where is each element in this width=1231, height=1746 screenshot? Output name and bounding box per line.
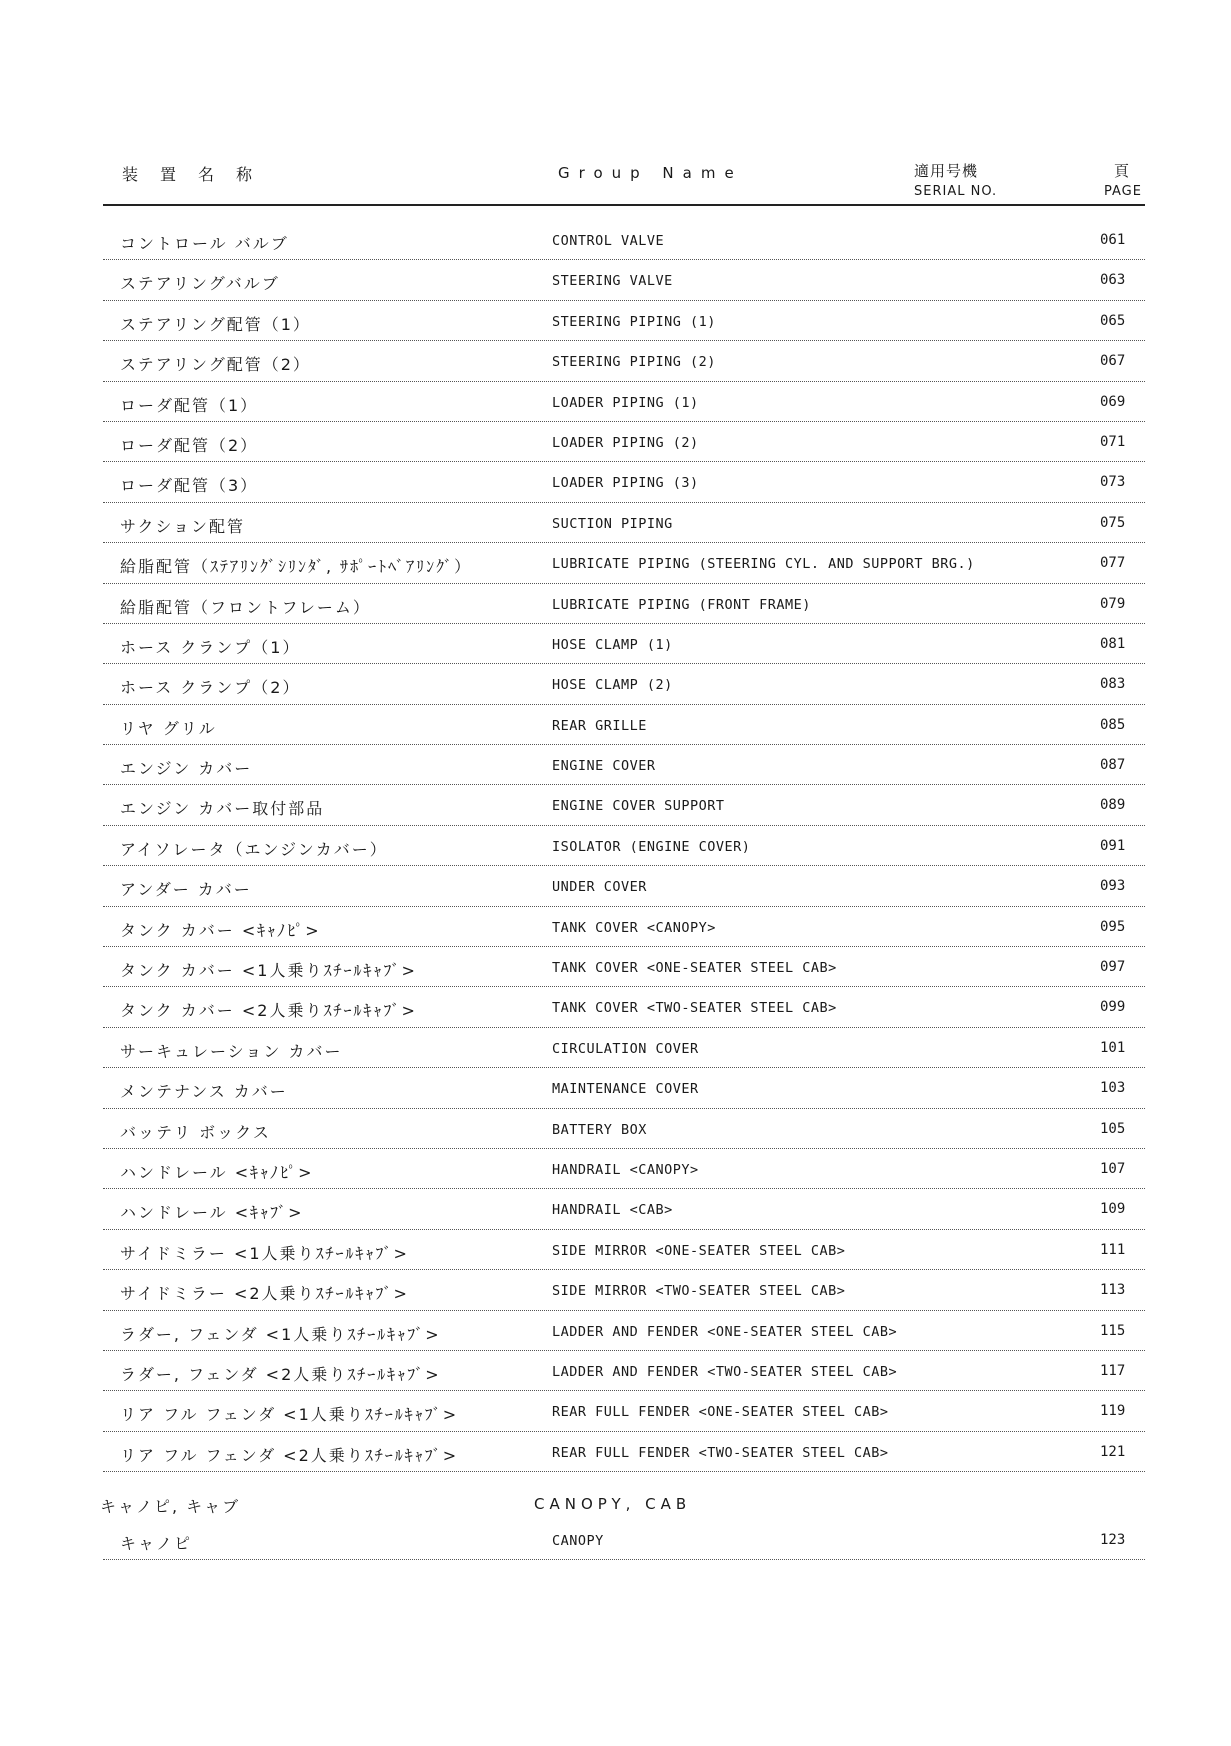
dotted-leader — [103, 1027, 1145, 1028]
item-name-en: ENGINE COVER SUPPORT — [552, 798, 725, 815]
item-name-en: MAINTENANCE COVER — [552, 1081, 699, 1098]
item-name-jp: アイソレータ（エンジンカバー） — [120, 839, 388, 859]
dotted-leader — [103, 461, 1145, 462]
column-header-serial-jp: 適用号機 — [914, 162, 979, 180]
item-page-number: 101 — [1100, 1039, 1126, 1056]
list-item — [0, 1111, 1231, 1151]
column-header-group-name: Group Name — [558, 164, 743, 182]
item-page-number: 079 — [1100, 595, 1126, 612]
item-page-number: 109 — [1100, 1201, 1126, 1218]
list-item — [0, 626, 1231, 666]
item-page-number: 073 — [1100, 474, 1126, 491]
item-name-en: STEERING PIPING (1) — [552, 313, 716, 330]
section-title-jp: キャノピ, キャブ — [100, 1497, 241, 1516]
dotted-leader — [103, 865, 1145, 866]
dotted-leader — [103, 1431, 1145, 1432]
item-name-jp: サイドミラー <2人乗りｽﾁｰﾙｷｬﾌﾞ> — [120, 1284, 409, 1304]
item-page-number: 115 — [1100, 1322, 1126, 1339]
item-name-jp: ホース クランプ（1） — [120, 637, 301, 657]
item-name-jp: ローダ配管（3） — [120, 476, 259, 496]
list-item — [0, 1393, 1231, 1433]
section-title-en: CANOPY, CAB — [534, 1495, 692, 1513]
list-item — [0, 424, 1231, 464]
item-name-jp: ステアリング配管（1） — [120, 314, 311, 334]
item-name-en: LOADER PIPING (2) — [552, 434, 699, 451]
item-name-jp: リア フル フェンダ <2人乗りｽﾁｰﾙｷｬﾌﾞ> — [120, 1445, 459, 1465]
dotted-leader — [103, 1471, 1145, 1472]
item-name-jp: バッテリ ボックス — [120, 1122, 271, 1142]
item-page-number: 061 — [1100, 232, 1126, 248]
item-page-number: 119 — [1100, 1403, 1126, 1420]
item-name-en: REAR FULL FENDER <ONE-SEATER STEEL CAB> — [552, 1404, 889, 1421]
item-name-jp: キャノピ — [120, 1534, 193, 1553]
item-name-jp: コントロール バルブ — [120, 234, 289, 253]
dotted-leader — [103, 381, 1145, 382]
item-page-number: 105 — [1100, 1120, 1126, 1137]
dotted-leader — [103, 421, 1145, 422]
list-item — [0, 909, 1231, 949]
item-name-jp: タンク カバー <ｷｬﾉﾋﾟ> — [120, 920, 321, 940]
column-header-page: PAGE — [1104, 184, 1142, 199]
item-name-jp: ハンドレール <ｷｬﾌﾞ> — [120, 1203, 304, 1223]
item-page-number: 097 — [1100, 959, 1126, 976]
item-name-jp: ローダ配管（2） — [120, 435, 259, 455]
item-name-jp: リヤ グリル — [120, 718, 217, 738]
item-name-en: ISOLATOR (ENGINE COVER) — [552, 838, 751, 855]
list-item — [0, 586, 1231, 626]
list-item — [0, 1313, 1231, 1353]
item-name-en: REAR GRILLE — [552, 717, 647, 734]
item-name-en: ENGINE COVER — [552, 758, 656, 775]
item-page-number: 069 — [1100, 393, 1126, 410]
item-name-en: CANOPY — [552, 1533, 604, 1549]
item-page-number: 071 — [1100, 433, 1126, 450]
item-page-number: 083 — [1100, 676, 1126, 693]
item-page-number: 113 — [1100, 1282, 1126, 1299]
item-name-jp: ハンドレール <ｷｬﾉﾋﾟ> — [120, 1162, 314, 1182]
item-name-en: LOADER PIPING (1) — [552, 394, 699, 411]
item-name-jp: サーキュレーション カバー — [120, 1041, 343, 1061]
list-item — [0, 1030, 1231, 1070]
list-item — [0, 1191, 1231, 1231]
dotted-leader — [103, 1310, 1145, 1311]
list-item — [0, 1353, 1231, 1393]
dotted-leader — [103, 1067, 1145, 1068]
dotted-leader — [103, 1350, 1145, 1351]
dotted-leader — [103, 1108, 1145, 1109]
item-name-en: LUBRICATE PIPING (STEERING CYL. AND SUPPORT BRG.) — [552, 556, 975, 573]
list-item — [0, 545, 1231, 585]
dotted-leader — [103, 542, 1145, 543]
item-name-jp: エンジン カバー — [120, 759, 253, 779]
item-page-number: 121 — [1100, 1443, 1126, 1460]
item-page-number: 063 — [1100, 272, 1126, 289]
column-header-page-jp: 頁 — [1114, 162, 1132, 180]
item-name-en: STEERING VALVE — [552, 273, 673, 290]
dotted-leader — [103, 502, 1145, 503]
item-page-number: 065 — [1100, 312, 1126, 329]
item-page-number: 103 — [1100, 1080, 1126, 1097]
item-name-jp: タンク カバー <1人乗りｽﾁｰﾙｷｬﾌﾞ> — [120, 961, 417, 981]
item-name-jp: エンジン カバー取付部品 — [120, 799, 325, 819]
item-name-en: HOSE CLAMP (1) — [552, 636, 673, 653]
list-item — [0, 262, 1231, 302]
item-name-en: SIDE MIRROR <ONE-SEATER STEEL CAB> — [552, 1242, 846, 1259]
dotted-leader — [103, 1559, 1145, 1560]
item-name-en: LOADER PIPING (3) — [552, 475, 699, 492]
item-page-number: 123 — [1100, 1532, 1126, 1548]
item-name-en: REAR FULL FENDER <TWO-SEATER STEEL CAB> — [552, 1444, 889, 1461]
item-name-en: LADDER AND FENDER <ONE-SEATER STEEL CAB> — [552, 1323, 898, 1340]
list-item — [0, 707, 1231, 747]
list-item — [0, 868, 1231, 908]
item-name-en: LADDER AND FENDER <TWO-SEATER STEEL CAB> — [552, 1363, 898, 1380]
item-name-jp: サイドミラー <1人乗りｽﾁｰﾙｷｬﾌﾞ> — [120, 1243, 409, 1263]
item-page-number: 087 — [1100, 757, 1126, 774]
list-item — [0, 1272, 1231, 1312]
item-name-jp: ステアリングバルブ — [120, 274, 280, 294]
item-name-en: HOSE CLAMP (2) — [552, 677, 673, 694]
item-name-jp: アンダー カバー — [120, 880, 252, 900]
column-header-jp-name: 装置名称 — [122, 165, 275, 184]
item-page-number: 091 — [1100, 837, 1126, 854]
list-item — [0, 464, 1231, 504]
item-name-jp: ローダ配管（1） — [120, 395, 259, 415]
item-page-number: 081 — [1100, 635, 1126, 652]
item-name-en: BATTERY BOX — [552, 1121, 647, 1138]
dotted-leader — [103, 583, 1145, 584]
dotted-leader — [103, 1390, 1145, 1391]
dotted-leader — [103, 663, 1145, 664]
dotted-leader — [103, 986, 1145, 987]
item-page-number: 067 — [1100, 353, 1126, 370]
item-name-jp: ホース クランプ（2） — [120, 678, 301, 698]
list-item — [0, 222, 1231, 262]
item-page-number: 077 — [1100, 555, 1126, 572]
list-item — [0, 949, 1231, 989]
list-item — [0, 1434, 1231, 1474]
item-name-en: UNDER COVER — [552, 879, 647, 896]
item-name-jp: リア フル フェンダ <1人乗りｽﾁｰﾙｷｬﾌﾞ> — [120, 1405, 459, 1425]
item-name-en: TANK COVER <CANOPY> — [552, 919, 716, 936]
item-name-en: SIDE MIRROR <TWO-SEATER STEEL CAB> — [552, 1283, 846, 1300]
header-rule — [103, 204, 1145, 206]
list-item — [0, 1070, 1231, 1110]
item-page-number: 099 — [1100, 999, 1126, 1016]
dotted-leader — [103, 259, 1145, 260]
item-page-number: 107 — [1100, 1160, 1126, 1177]
item-name-jp: 給脂配管（フロントフレーム） — [120, 597, 371, 617]
item-name-jp: ラダー, フェンダ <2人乗りｽﾁｰﾙｷｬﾌﾞ> — [120, 1364, 441, 1384]
list-item — [0, 1232, 1231, 1272]
item-page-number: 095 — [1100, 918, 1126, 935]
item-name-jp: サクション配管 — [120, 516, 246, 536]
item-page-number: 075 — [1100, 514, 1126, 531]
item-page-number: 117 — [1100, 1362, 1126, 1379]
item-name-en: STEERING PIPING (2) — [552, 354, 716, 371]
list-item — [0, 303, 1231, 343]
item-page-number: 093 — [1100, 878, 1126, 895]
item-name-jp: タンク カバー <2人乗りｽﾁｰﾙｷｬﾌﾞ> — [120, 1001, 417, 1021]
list-item — [0, 989, 1231, 1029]
dotted-leader — [103, 825, 1145, 826]
dotted-leader — [103, 784, 1145, 785]
list-item — [0, 343, 1231, 383]
item-name-en: TANK COVER <TWO-SEATER STEEL CAB> — [552, 1000, 837, 1017]
list-item — [0, 1151, 1231, 1191]
dotted-leader — [103, 1269, 1145, 1270]
list-item — [0, 1522, 1231, 1562]
item-page-number: 089 — [1100, 797, 1126, 814]
dotted-leader — [103, 946, 1145, 947]
dotted-leader — [103, 906, 1145, 907]
item-name-en: LUBRICATE PIPING (FRONT FRAME) — [552, 596, 811, 613]
item-name-en: SUCTION PIPING — [552, 515, 673, 532]
item-name-en: HANDRAIL <CANOPY> — [552, 1161, 699, 1178]
item-name-en: TANK COVER <ONE-SEATER STEEL CAB> — [552, 960, 837, 977]
item-name-en: CONTROL VALVE — [552, 233, 665, 249]
dotted-leader — [103, 1229, 1145, 1230]
item-name-jp: ステアリング配管（2） — [120, 355, 311, 375]
item-name-jp: 給脂配管（ｽﾃｱﾘﾝｸﾞｼﾘﾝﾀﾞ, ｻﾎﾟｰﾄﾍﾞｱﾘﾝｸﾞ） — [120, 557, 473, 577]
dotted-leader — [103, 623, 1145, 624]
item-name-jp: メンテナンス カバー — [120, 1082, 288, 1102]
list-item — [0, 747, 1231, 787]
list-item — [0, 505, 1231, 545]
list-item — [0, 384, 1231, 424]
item-name-en: CIRCULATION COVER — [552, 1040, 699, 1057]
group-list — [0, 222, 1231, 1474]
list-item — [0, 666, 1231, 706]
column-header-serial-no: SERIAL NO. — [914, 184, 998, 199]
dotted-leader — [103, 1188, 1145, 1189]
dotted-leader — [103, 1148, 1145, 1149]
dotted-leader — [103, 340, 1145, 341]
dotted-leader — [103, 704, 1145, 705]
dotted-leader — [103, 300, 1145, 301]
list-item — [0, 828, 1231, 868]
list-item — [0, 787, 1231, 827]
item-name-en: HANDRAIL <CAB> — [552, 1202, 673, 1219]
item-name-jp: ラダー, フェンダ <1人乗りｽﾁｰﾙｷｬﾌﾞ> — [120, 1324, 441, 1344]
item-page-number: 085 — [1100, 716, 1126, 733]
item-page-number: 111 — [1100, 1241, 1126, 1258]
dotted-leader — [103, 744, 1145, 745]
